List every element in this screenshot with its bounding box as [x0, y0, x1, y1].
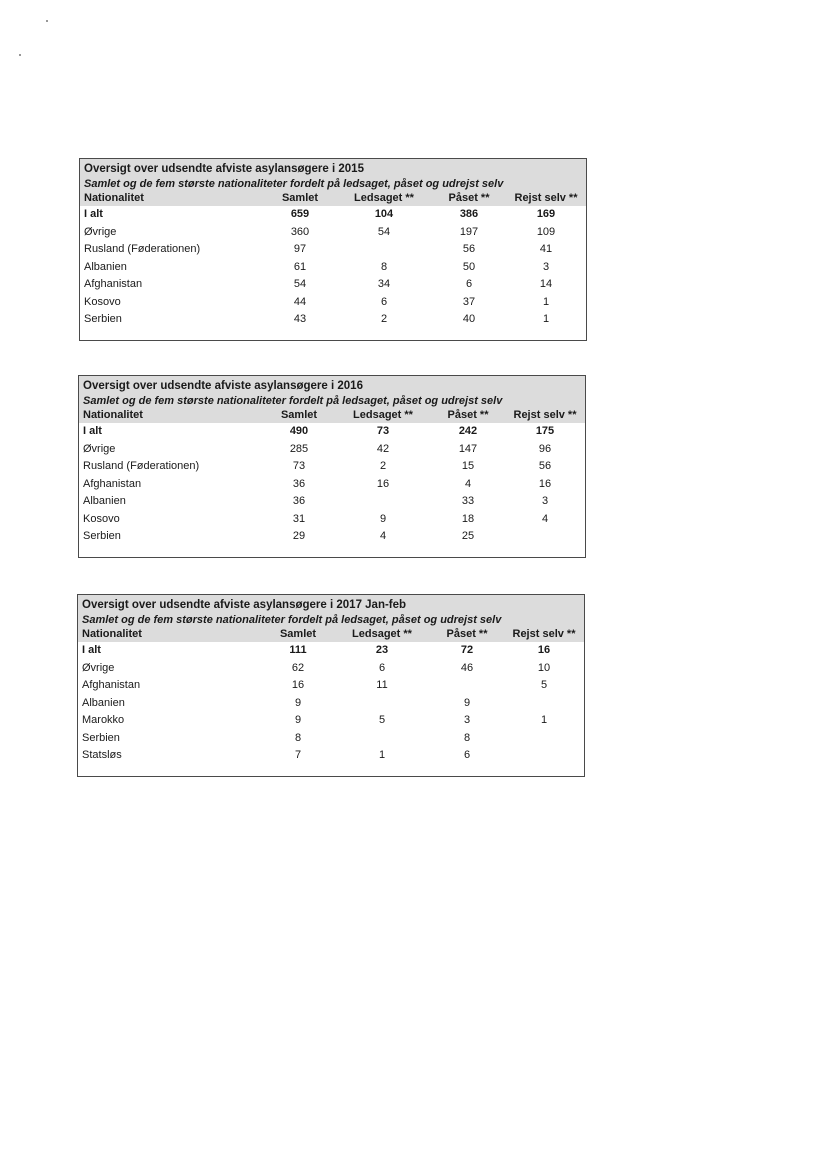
- value-cell: 44: [293, 295, 307, 308]
- value-cell: 10: [537, 661, 551, 674]
- value-cell: 16: [538, 477, 552, 490]
- value-cell: 4: [541, 512, 549, 525]
- table-row: [78, 730, 584, 748]
- value-cell: [504, 747, 584, 765]
- value-cell: 9: [463, 696, 471, 709]
- table-row: [79, 476, 585, 494]
- value-cell: 242: [458, 425, 478, 437]
- table-row: [78, 642, 584, 660]
- value-cell: 73: [292, 460, 306, 472]
- table-row: [79, 458, 585, 476]
- column-header-row: [83, 408, 581, 423]
- value-cell: 62: [291, 661, 305, 674]
- value-cell: 197: [459, 225, 479, 238]
- value-cell: [334, 730, 430, 748]
- nationality-cell: Øvrige: [84, 225, 117, 238]
- table-header-block: [78, 595, 584, 642]
- table-2015: [79, 158, 587, 341]
- value-cell: 72: [460, 644, 474, 656]
- value-cell: 7: [294, 749, 302, 761]
- value-cell: 25: [461, 530, 475, 542]
- column-header: Ledsaget **: [354, 192, 414, 204]
- value-cell: 2: [379, 460, 387, 472]
- table-2017: [77, 594, 585, 777]
- nationality-cell: Albanien: [84, 260, 127, 273]
- value-cell: 1: [378, 749, 386, 761]
- value-cell: 8: [294, 731, 302, 744]
- table-row: [80, 311, 586, 329]
- nationality-cell: Albanien: [83, 495, 126, 507]
- table-row: [80, 259, 586, 277]
- value-cell: [504, 695, 584, 713]
- nationality-cell: I alt: [83, 425, 102, 437]
- value-cell: 73: [376, 425, 390, 437]
- column-header: Rejst selv **: [512, 628, 576, 640]
- table-subtitle: Samlet og de fem største nationaliteter fordelt på ledsaget, påset og udrejst selv: [82, 614, 502, 626]
- value-cell: 9: [294, 714, 302, 726]
- column-header: Påset **: [447, 409, 489, 421]
- column-header-row: [82, 627, 580, 642]
- column-header: Rejst selv **: [513, 409, 577, 421]
- nationality-cell: Rusland (Føderationen): [83, 460, 200, 472]
- column-header: Ledsaget **: [353, 409, 413, 421]
- value-cell: [334, 695, 430, 713]
- table-row: [80, 224, 586, 242]
- nationality-cell: Kosovo: [84, 295, 121, 308]
- value-cell: 43: [293, 313, 307, 325]
- table-header-block: [79, 376, 585, 423]
- value-cell: 4: [464, 477, 472, 490]
- nationality-cell: Serbien: [82, 731, 120, 744]
- table-row: [78, 677, 584, 695]
- value-cell: 109: [536, 225, 556, 238]
- table-row: [80, 276, 586, 294]
- value-cell: 34: [377, 278, 391, 290]
- column-header-row: [84, 191, 582, 206]
- value-cell: 104: [374, 208, 394, 220]
- value-cell: 16: [291, 679, 305, 691]
- table-title: Oversigt over udsendte afviste asylansøgere i 2015: [84, 163, 364, 175]
- table-row: [80, 206, 586, 224]
- column-header: Nationalitet: [83, 409, 143, 421]
- table-row: [79, 528, 585, 546]
- value-cell: 14: [539, 278, 553, 290]
- value-cell: 175: [535, 425, 555, 437]
- value-cell: 2: [380, 313, 388, 325]
- nationality-cell: I alt: [84, 208, 103, 220]
- nationality-cell: Afghanistan: [84, 278, 143, 290]
- table-row: [79, 511, 585, 529]
- value-cell: 46: [460, 661, 474, 674]
- column-header: Samlet: [281, 192, 319, 204]
- value-cell: 147: [458, 442, 478, 455]
- value-cell: 5: [378, 714, 386, 726]
- value-cell: 1: [542, 313, 550, 325]
- value-cell: 16: [376, 477, 390, 490]
- value-cell: 23: [375, 644, 389, 656]
- nationality-cell: Rusland (Føderationen): [84, 243, 201, 255]
- value-cell: 360: [290, 225, 310, 238]
- value-cell: 54: [293, 278, 307, 290]
- nationality-cell: Statsløs: [82, 749, 122, 761]
- value-cell: 41: [539, 243, 553, 255]
- value-cell: 3: [541, 495, 549, 507]
- value-cell: [505, 528, 585, 546]
- column-header: Samlet: [279, 628, 317, 640]
- table-row: [78, 695, 584, 713]
- value-cell: 3: [463, 714, 471, 726]
- value-cell: [336, 241, 432, 259]
- value-cell: 56: [462, 243, 476, 255]
- table-row: [79, 441, 585, 459]
- value-cell: 15: [461, 460, 475, 472]
- value-cell: 111: [289, 644, 307, 656]
- value-cell: 169: [536, 208, 556, 220]
- value-cell: 1: [540, 714, 548, 726]
- value-cell: 8: [463, 731, 471, 744]
- table-subtitle: Samlet og de fem største nationaliteter fordelt på ledsaget, påset og udrejst selv: [84, 178, 504, 190]
- nationality-cell: Kosovo: [83, 512, 120, 525]
- value-cell: 97: [293, 243, 307, 255]
- column-header: Påset **: [448, 192, 490, 204]
- value-cell: 386: [459, 208, 479, 220]
- value-cell: 4: [379, 530, 387, 542]
- value-cell: 285: [289, 442, 309, 455]
- table-subtitle: Samlet og de fem største nationaliteter fordelt på ledsaget, påset og udrejst selv: [83, 395, 503, 407]
- value-cell: 6: [380, 295, 388, 308]
- table-row: [79, 423, 585, 441]
- value-cell: 54: [377, 225, 391, 238]
- nationality-cell: Afghanistan: [82, 679, 141, 691]
- value-cell: 6: [378, 661, 386, 674]
- value-cell: 5: [540, 679, 548, 691]
- value-cell: 42: [376, 442, 390, 455]
- value-cell: 37: [462, 295, 476, 308]
- value-cell: 11: [376, 679, 388, 691]
- value-cell: 33: [461, 495, 475, 507]
- value-cell: 16: [537, 644, 551, 656]
- table-row: [78, 660, 584, 678]
- value-cell: 1: [542, 295, 550, 308]
- column-header: Ledsaget **: [352, 628, 412, 640]
- value-cell: 96: [538, 442, 552, 455]
- table-row: [78, 712, 584, 730]
- value-cell: 659: [290, 208, 310, 220]
- value-cell: 6: [465, 278, 473, 290]
- table-title: Oversigt over udsendte afviste asylansøgere i 2016: [83, 380, 363, 392]
- value-cell: [430, 677, 504, 695]
- value-cell: [335, 493, 431, 511]
- value-cell: 56: [538, 460, 552, 472]
- value-cell: 40: [462, 313, 476, 325]
- value-cell: 61: [293, 260, 307, 273]
- value-cell: 36: [292, 495, 306, 507]
- nationality-cell: Øvrige: [83, 442, 116, 455]
- value-cell: 36: [292, 477, 306, 490]
- nationality-cell: Øvrige: [82, 661, 115, 674]
- table-row: [80, 294, 586, 312]
- nationality-cell: Serbien: [83, 530, 121, 542]
- table-header-block: [80, 159, 586, 206]
- column-header: Rejst selv **: [514, 192, 578, 204]
- value-cell: 31: [292, 512, 306, 525]
- column-header: Påset **: [446, 628, 488, 640]
- nationality-cell: I alt: [82, 644, 101, 656]
- nationality-cell: Serbien: [84, 313, 122, 325]
- column-header: Nationalitet: [82, 628, 142, 640]
- value-cell: 9: [294, 696, 302, 709]
- nationality-cell: Afghanistan: [83, 477, 142, 490]
- scan-speck: [19, 54, 21, 56]
- column-header: Samlet: [280, 409, 318, 421]
- value-cell: 8: [380, 260, 388, 273]
- value-cell: 490: [289, 425, 309, 437]
- nationality-cell: Marokko: [82, 714, 125, 726]
- table-2016: [78, 375, 586, 558]
- value-cell: 18: [461, 512, 475, 525]
- value-cell: 50: [462, 260, 476, 273]
- nationality-cell: Albanien: [82, 696, 125, 709]
- table-title: Oversigt over udsendte afviste asylansøgere i 2017 Jan-feb: [82, 599, 407, 611]
- column-header: Nationalitet: [84, 192, 144, 204]
- value-cell: 6: [463, 749, 471, 761]
- table-row: [80, 241, 586, 259]
- table-row: [78, 747, 584, 765]
- value-cell: 29: [292, 530, 306, 542]
- value-cell: 9: [379, 512, 387, 525]
- scan-speck: [46, 20, 48, 22]
- value-cell: 3: [542, 260, 550, 273]
- table-row: [79, 493, 585, 511]
- value-cell: [504, 730, 584, 748]
